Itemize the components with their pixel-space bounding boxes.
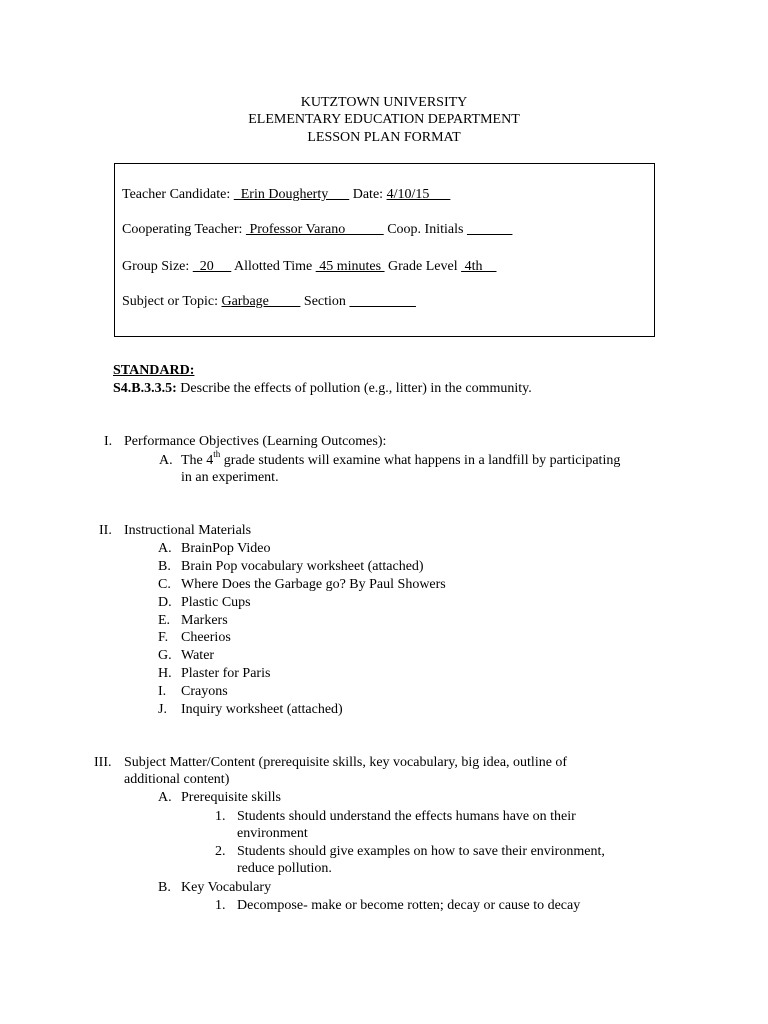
group-size-label: Group Size: — [122, 259, 190, 274]
section-i-a-letter: A. — [159, 453, 173, 468]
date-label: Date: — [352, 187, 384, 202]
teacher-label: Teacher Candidate: — [122, 187, 231, 202]
materials-item-letter: J. — [158, 702, 167, 717]
university-title: KUTZTOWN UNIVERSITY — [300, 95, 468, 110]
group-row — [122, 258, 497, 275]
section-iii-b-title: Key Vocabulary — [181, 880, 272, 895]
standard-heading: STANDARD: — [113, 363, 195, 378]
materials-item-text: Brain Pop vocabulary worksheet (attached) — [181, 559, 424, 574]
materials-item-letter: B. — [158, 559, 171, 574]
section-value — [349, 294, 416, 309]
document-title: LESSON PLAN FORMAT — [307, 130, 461, 145]
group-size-value: 20 — [192, 259, 232, 274]
coop-initials-label: Coop. Initials — [387, 222, 464, 237]
department-title: ELEMENTARY EDUCATION DEPARTMENT — [248, 112, 520, 127]
section-ii-title: Instructional Materials — [124, 523, 252, 538]
materials-item-letter: H. — [158, 666, 172, 681]
section-iii-numeral: III. — [94, 755, 112, 770]
section-i-numeral: I. — [104, 434, 113, 449]
materials-item-letter: C. — [158, 577, 171, 592]
materials-item-text: Markers — [181, 613, 228, 628]
standard-text: Describe the effects of pollution (e.g., litter) in the community. — [176, 381, 532, 396]
materials-item-text: Plaster for Paris — [181, 666, 271, 681]
coop-row — [122, 221, 512, 238]
materials-item-letter: A. — [158, 541, 172, 556]
coop-initials-value — [467, 222, 513, 237]
grade-level-value: 4th — [461, 259, 497, 274]
section-iii-a-title: Prerequisite skills — [181, 790, 281, 805]
materials-item-text: Where Does the Garbage go? By Paul Showers — [181, 577, 446, 592]
section-iii-a1-number: 1. — [215, 809, 226, 824]
section-i-a-continuation: in an experiment. — [181, 470, 279, 485]
section-i-a-post: grade students will examine what happens in a landfill by participating — [220, 453, 621, 468]
section-ii-numeral: II. — [99, 523, 112, 538]
section-i-title: Performance Objectives (Learning Outcomes): — [124, 434, 387, 449]
date-value: 4/10/15 — [386, 187, 451, 202]
materials-item-letter: G. — [158, 648, 172, 663]
materials-item-text: Inquiry worksheet (attached) — [181, 702, 343, 717]
materials-item-letter: E. — [158, 613, 171, 628]
section-iii-a2-continuation: reduce pollution. — [237, 861, 332, 876]
section-iii-a2-text: Students should give examples on how to save their environment, — [237, 844, 605, 859]
subject-value: Garbage — [221, 294, 301, 309]
section-label: Section — [303, 294, 346, 309]
section-i-a-sup: th — [213, 449, 221, 460]
subject-label: Subject or Topic: — [122, 294, 218, 309]
materials-item-text: Crayons — [181, 684, 228, 699]
materials-item-letter: I. — [158, 684, 167, 699]
materials-item-text: Cheerios — [181, 630, 231, 645]
section-iii-a-letter: A. — [158, 790, 172, 805]
section-iii-title: Subject Matter/Content (prerequisite skills, key vocabulary, big idea, outline of — [124, 755, 568, 770]
section-iii-b-letter: B. — [158, 880, 171, 895]
section-i-a-text — [181, 449, 621, 469]
materials-item-letter: D. — [158, 595, 172, 610]
standard-code: S4.B.3.3.5: — [113, 381, 177, 396]
section-iii-title-continuation: additional content) — [124, 772, 230, 787]
grade-level-label: Grade Level — [388, 259, 458, 274]
section-iii-b1-number: 1. — [215, 898, 226, 913]
coop-teacher-label: Cooperating Teacher: — [122, 222, 243, 237]
teacher-value: Erin Dougherty — [233, 187, 350, 202]
subject-row — [122, 293, 416, 310]
section-iii-b1-text: Decompose- make or become rotten; decay or cause to decay — [237, 898, 581, 913]
teacher-row — [122, 186, 450, 203]
section-iii-a1-continuation: environment — [237, 826, 308, 841]
section-iii-a1-text: Students should understand the effects humans have on their — [237, 809, 576, 824]
materials-item-text: BrainPop Video — [181, 541, 271, 556]
materials-item-text: Plastic Cups — [181, 595, 251, 610]
materials-item-text: Water — [181, 648, 215, 663]
allotted-time-value: 45 minutes — [315, 259, 385, 274]
section-i-a-pre: The 4 — [181, 453, 214, 468]
standard-line — [113, 380, 532, 397]
coop-teacher-value: Professor Varano — [245, 222, 384, 237]
materials-item-letter: F. — [158, 630, 169, 645]
allotted-time-label: Allotted Time — [234, 259, 313, 274]
section-iii-a2-number: 2. — [215, 844, 226, 859]
